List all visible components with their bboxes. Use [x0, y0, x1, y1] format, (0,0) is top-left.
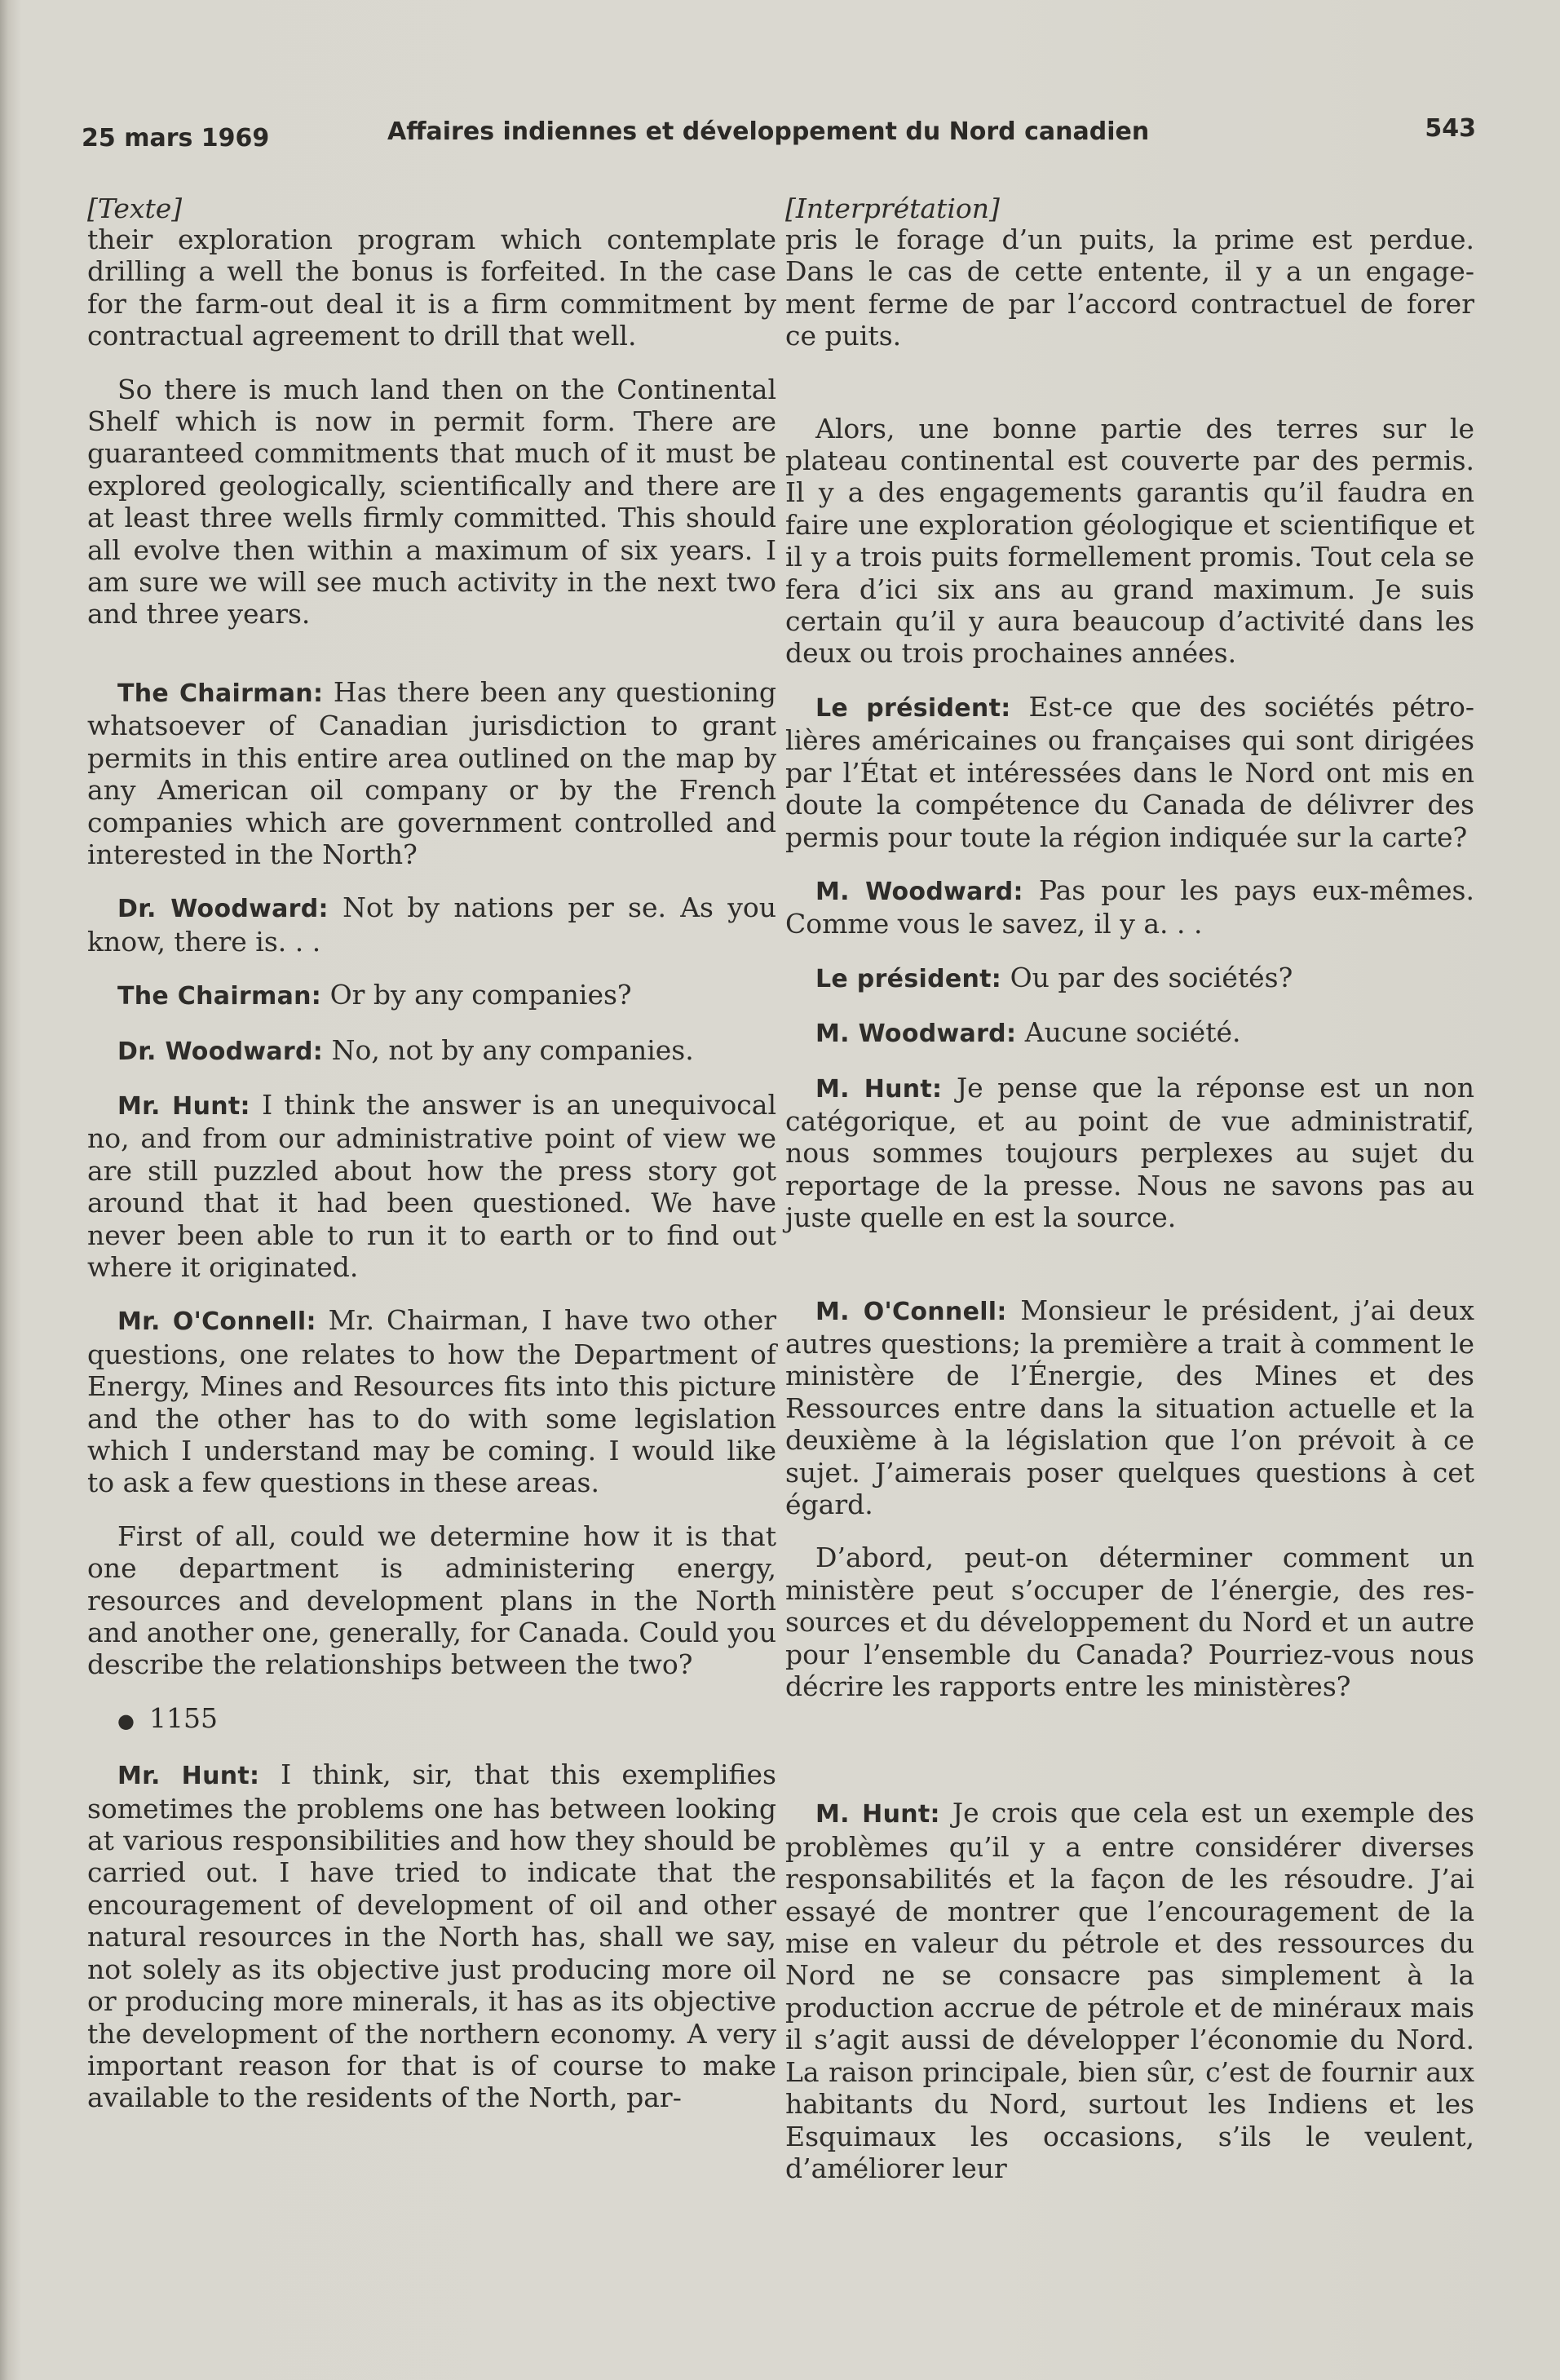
page-number: 543	[1425, 114, 1476, 143]
french-column	[785, 194, 1474, 2205]
speaker-name: Mr. Hunt:	[117, 1091, 250, 1121]
speech-text: I think, sir, that this exemplifies sometimes the problems one has between looking at various responsibilities and how they should be carried out. I have tried to indicate that the encouragement of development of oil and other natural resources in the North has, shall we say, not solely as its objective just producing more oil or producing more minerals, it has as its objective the development of the northern economy. A very important reason for that is of course to make available to the residents of the North, par-	[87, 1758, 776, 2114]
speaker-paragraph	[785, 874, 1474, 940]
speaker-name: M. Hunt:	[815, 1074, 943, 1104]
column-label: [Texte]	[87, 192, 183, 224]
speaker-name: Le président:	[815, 693, 1011, 723]
speaker-name: Mr. Hunt:	[117, 1762, 260, 1791]
speech-text: Pas pour les pays eux-mêmes. Comme vous le savez, il y a. . .	[785, 874, 1474, 940]
speaker-paragraph	[87, 1089, 776, 1283]
speech-text: Je pense que la réponse est un non catégorique, et au point de vue administratif, nous sommes toujours perplexes au sujet du reportage de la presse. Nous ne savons pas au juste quelle en est la source.	[785, 1071, 1474, 1234]
speech-text: Has there been any questioning whatsoever of Canadian jurisdiction to grant permits in this entire area outlined on the map by any American oil company or by the French companies which are government controlled and interested in the North?	[87, 675, 776, 870]
speaker-name: M. Woodward:	[815, 1020, 1017, 1049]
paragraph: Alors, une bonne partie des terres sur le plateau continental est couverte par des permis. Il y a des engagements garantis qu’il faudra en faire une exploration géologique et scientifique et il y a trois puits formellement promis. Tout cela se fera d’ici six ans au grand maximum. Je suis certain qu’il y aura beaucoup d’activité dans les deux ou trois prochaines années.	[785, 412, 1474, 670]
speech-text: Aucune société.	[1016, 1016, 1241, 1049]
column-label: [Interprétation]	[785, 192, 1000, 224]
time-marker	[87, 1702, 776, 1737]
page-header	[82, 114, 1476, 155]
speaker-name: Dr. Woodward:	[117, 1037, 324, 1066]
speech-text: Je crois que cela est un exemple des problèmes qu’il y a entre considérer diverses responsabilités et la façon de les résoudre. J’ai essayé de montrer que l’encouragement de la mise en valeur du pétrole et des ressources du Nord ne se consacre pas simplement à la production accrue de pétrole et de minéraux mais il s’agit aussi de développer l’économie du Nord. La raison principale, bien sûr, c’est de fournir aux habitants du Nord, surtout les Indiens et les Esquimaux les occasions, s’ils le veulent, d’améliorer leur	[785, 1797, 1474, 2184]
speaker-paragraph	[785, 1797, 1474, 2184]
speech-text: Mr. Chairman, I have two other questions, one relates to how the Department of Energy, Mines and Resources fits into this picture and the other has to do with some legislation which I understand may be coming. I would like to ask a few questions in these areas.	[87, 1304, 776, 1499]
english-column	[87, 194, 776, 2135]
speaker-name: M. O'Connell:	[815, 1297, 1007, 1326]
speech-text: Or by any companies?	[321, 979, 632, 1011]
speaker-paragraph	[87, 1304, 776, 1498]
speaker-name: M. Woodward:	[815, 877, 1023, 906]
speaker-name: Le président:	[815, 964, 1002, 993]
paragraph: pris le forage d’un puits, la prime est perdue. Dans le cas de cette entente, il y a un engagement ferme de par l’accord contractuel de forer ce puits.	[785, 223, 1474, 352]
speaker-name: The Chairman:	[117, 982, 322, 1011]
paragraph: their exploration program which contemplate drilling a well the bonus is forfeited. In the case for the farm-out deal it is a firm commitment by contractual agreement to drill that well.	[87, 223, 776, 352]
speaker-paragraph	[785, 962, 1474, 995]
speaker-paragraph	[785, 1016, 1474, 1050]
paragraph: D’abord, peut-on déterminer comment un ministère peut s’occuper de l’énergie, des ressources et du développement du Nord et un autre pour l’ensemble du Canada? Pourriez-vous nous décrire les rapports entre les ministères?	[785, 1542, 1474, 1703]
speaker-paragraph	[785, 691, 1474, 853]
speech-text: I think the answer is an unequivocal no, and from our administrative point of view we are still puzzled about how the press story got around that it had been questioned. We have never been able to run it to earth or to find out where it originated.	[87, 1088, 776, 1283]
paragraph: First of all, could we determine how it is that one department is administering energy, resources and development plans in the North and another one, generally, for Canada. Could you describe the relationships between the two?	[87, 1520, 776, 1681]
speaker-name: M. Hunt:	[815, 1800, 940, 1829]
speech-text: Monsieur le président, j’ai deux autres questions; la première a trait à comment le ministère de l’Énergie, des Mines et des Ressources entre dans la situation actuelle et la deuxième à la législation que l’on prévoit à ce sujet. J’aimerais poser quelques questions à cet égard.	[785, 1294, 1474, 1520]
speaker-paragraph	[87, 979, 776, 1012]
speaker-paragraph	[785, 1294, 1474, 1521]
speaker-name: The Chairman:	[117, 679, 324, 708]
speech-text: Not by nations per se. As you know, there is. . .	[87, 891, 776, 958]
speech-text: No, not by any companies.	[323, 1033, 694, 1066]
bullet-icon: ●	[117, 1709, 135, 1732]
header-title: Affaires indiennes et développement du Nord canadien	[387, 117, 1150, 146]
speaker-paragraph	[785, 1072, 1474, 1234]
speech-text: Ou par des sociétés?	[1001, 961, 1293, 993]
time-marker-text: 1155	[148, 1701, 218, 1734]
speaker-paragraph	[87, 1034, 776, 1068]
speaker-name: Dr. Woodward:	[117, 895, 329, 924]
header-date: 25 mars 1969	[82, 124, 270, 153]
speaker-paragraph	[87, 676, 776, 870]
speaker-name: Mr. O'Connell:	[117, 1307, 316, 1337]
speech-text: Est-ce que des sociétés pétrolières américaines ou françaises qui sont dirigées par l’État et intéressées dans le Nord ont mis en doute la compétence du Canada de délivrer des permis pour toute la région indiquée sur la carte?	[785, 690, 1474, 853]
speaker-paragraph	[87, 891, 776, 958]
paragraph: So there is much land then on the Continental Shelf which is now in permit form. There are guaranteed commitments that much of it must be explored geologically, scientifically and there are at least three wells firmly committed. This should all evolve then within a maximum of six years. I am sure we will see much activity in the next two and three years.	[87, 373, 776, 630]
speaker-paragraph	[87, 1758, 776, 2113]
